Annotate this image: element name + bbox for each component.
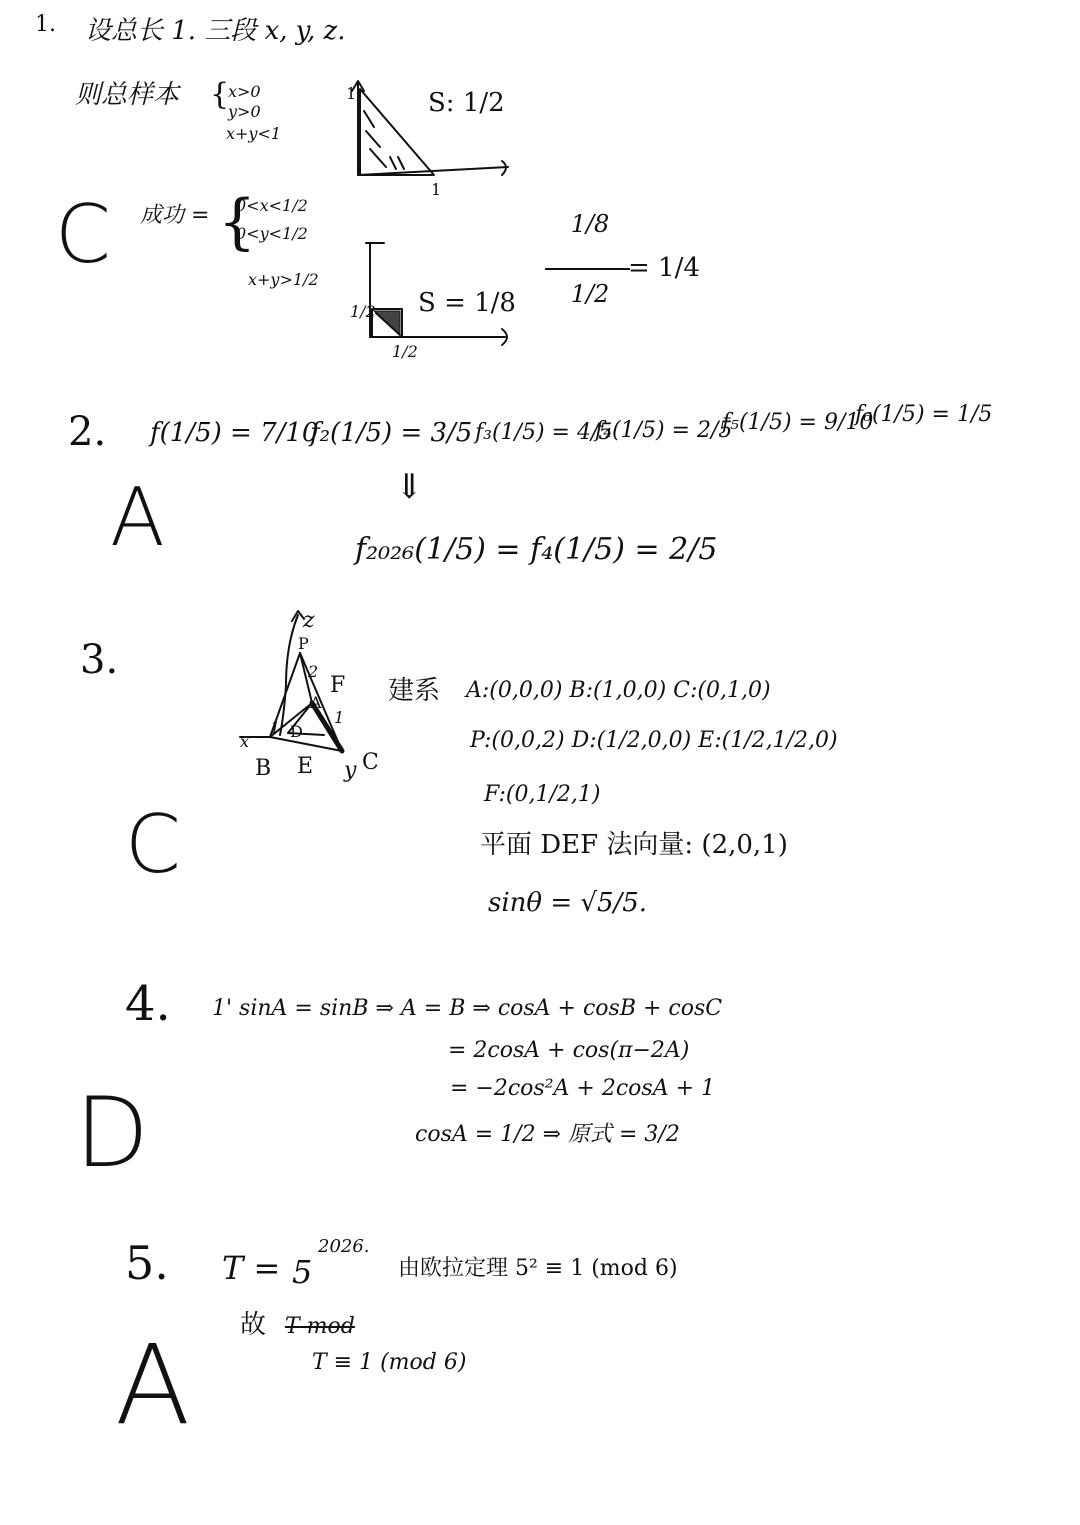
q3-coords-line-3: F:(0,1/2,1) xyxy=(484,782,601,807)
q2-answer: A xyxy=(110,471,165,564)
q1-success-brace: { xyxy=(218,187,257,257)
q3-fig-label-A: A xyxy=(310,693,322,712)
q1-total-cond-1: x>0 xyxy=(228,82,261,101)
q5-result-line: T ≡ 1 (mod 6) xyxy=(312,1350,467,1375)
q3-fig-label-B: B xyxy=(255,756,272,781)
q3-fig-label-C: C xyxy=(362,750,379,775)
q2-value-2: f₂(1/5) = 3/5 xyxy=(310,418,473,448)
q3-fig-label-1-left: 1 xyxy=(270,718,281,737)
q1-x-tick-1: 1 xyxy=(431,180,442,199)
q3-fig-label-x: x xyxy=(240,732,250,751)
q3-fig-label-E: E xyxy=(297,754,314,779)
q1-total-cond-2: y>0 xyxy=(228,102,261,121)
q3-fig-label-D: D xyxy=(290,722,303,741)
q4-line-1: 1' sinA = sinB ⇒ A = B ⇒ cosA + cosB + cosC xyxy=(212,996,723,1021)
q5-T-label: T = xyxy=(222,1249,281,1287)
q1-success-cond-1: 0<x<1/2 xyxy=(236,196,308,215)
q3-label: 建系 xyxy=(388,676,441,706)
q3-coords-line-2: P:(0,0,2) D:(1/2,0,0) E:(1/2,1/2,0) xyxy=(470,728,838,753)
q1-y-tick-1: 1 xyxy=(346,84,357,103)
q5-exponent: 2026. xyxy=(318,1236,370,1257)
q1-ratio-denominator: 1/2 xyxy=(570,280,610,308)
q5-answer: A xyxy=(115,1321,191,1449)
q3-coords-line-1: A:(0,0,0) B:(1,0,0) C:(0,1,0) xyxy=(466,678,771,703)
q3-fig-label-y: y xyxy=(344,758,357,783)
q4-answer: D xyxy=(75,1077,149,1189)
q1-total-area: S: 1/2 xyxy=(428,88,505,118)
q2-value-4: f₄(1/5) = 2/5 xyxy=(595,418,733,443)
q3-fig-label-F: F xyxy=(330,673,346,698)
q1-success-cond-2: 0<y<1/2 xyxy=(236,224,308,243)
q2-value-6: f₆(1/5) = 1/5 xyxy=(855,402,993,427)
q1-total-brace: { xyxy=(210,77,230,112)
q4-line-2: = 2cosA + cos(π−2A) xyxy=(448,1038,690,1063)
q5-therefore-label: 故 xyxy=(240,1310,267,1340)
q2-conclusion: f₂₀₂₆(1/5) = f₄(1/5) = 2/5 xyxy=(355,532,718,567)
q2-value-5: f₅(1/5) = 9/10 xyxy=(722,410,874,435)
q1-success-label: 成功 = xyxy=(140,203,210,228)
q1-ratio-result: = 1/4 xyxy=(628,253,700,283)
q4-line-4: cosA = 1/2 ⇒ 原式 = 3/2 xyxy=(415,1122,680,1147)
q1-answer: C xyxy=(55,188,111,281)
q3-fig-label-P: P xyxy=(298,634,309,653)
q1-setup-line: 设总长 1. 三段 x, y, z. xyxy=(85,16,346,46)
q3-fig-label-z: z xyxy=(303,608,315,633)
q3-sin-result: sinθ = √5/5. xyxy=(488,888,648,918)
q1-number: 1. xyxy=(35,12,56,37)
q5-number: 5. xyxy=(125,1236,169,1290)
q3-fig-label-2: 2 xyxy=(308,662,319,681)
q4-line-3: = −2cos²A + 2cosA + 1 xyxy=(450,1076,715,1101)
q1-ratio-numerator: 1/8 xyxy=(570,210,610,238)
q1-ratio-bar xyxy=(545,268,630,270)
q2-value-3: f₃(1/5) = 4/5 xyxy=(475,420,613,445)
q1-total-cond-3: x+y<1 xyxy=(226,124,282,143)
q1-success-x-half: 1/2 xyxy=(392,342,418,361)
q1-success-cond-3: x+y>1/2 xyxy=(248,270,319,289)
q2-implies-arrow: ⇓ xyxy=(395,467,424,507)
q1-success-area: S = 1/8 xyxy=(418,288,516,318)
q5-base: 5 xyxy=(292,1253,313,1291)
q3-fig-label-1-right: 1 xyxy=(334,708,345,727)
q2-number: 2. xyxy=(68,409,107,455)
q3-number: 3. xyxy=(80,637,119,683)
q1-success-y-half: 1/2 xyxy=(350,302,376,321)
q5-euler-line: 由欧拉定理 5² ≡ 1 (mod 6) xyxy=(398,1256,678,1281)
q3-normal-vector: 平面 DEF 法向量: (2,0,1) xyxy=(480,830,788,860)
q3-answer: C xyxy=(125,798,181,891)
q2-value-1: f(1/5) = 7/10 xyxy=(150,418,319,448)
q4-number: 4. xyxy=(125,976,171,1032)
q1-total-label: 则总样本 xyxy=(75,80,180,110)
q5-struck-text: T mod xyxy=(285,1314,355,1339)
